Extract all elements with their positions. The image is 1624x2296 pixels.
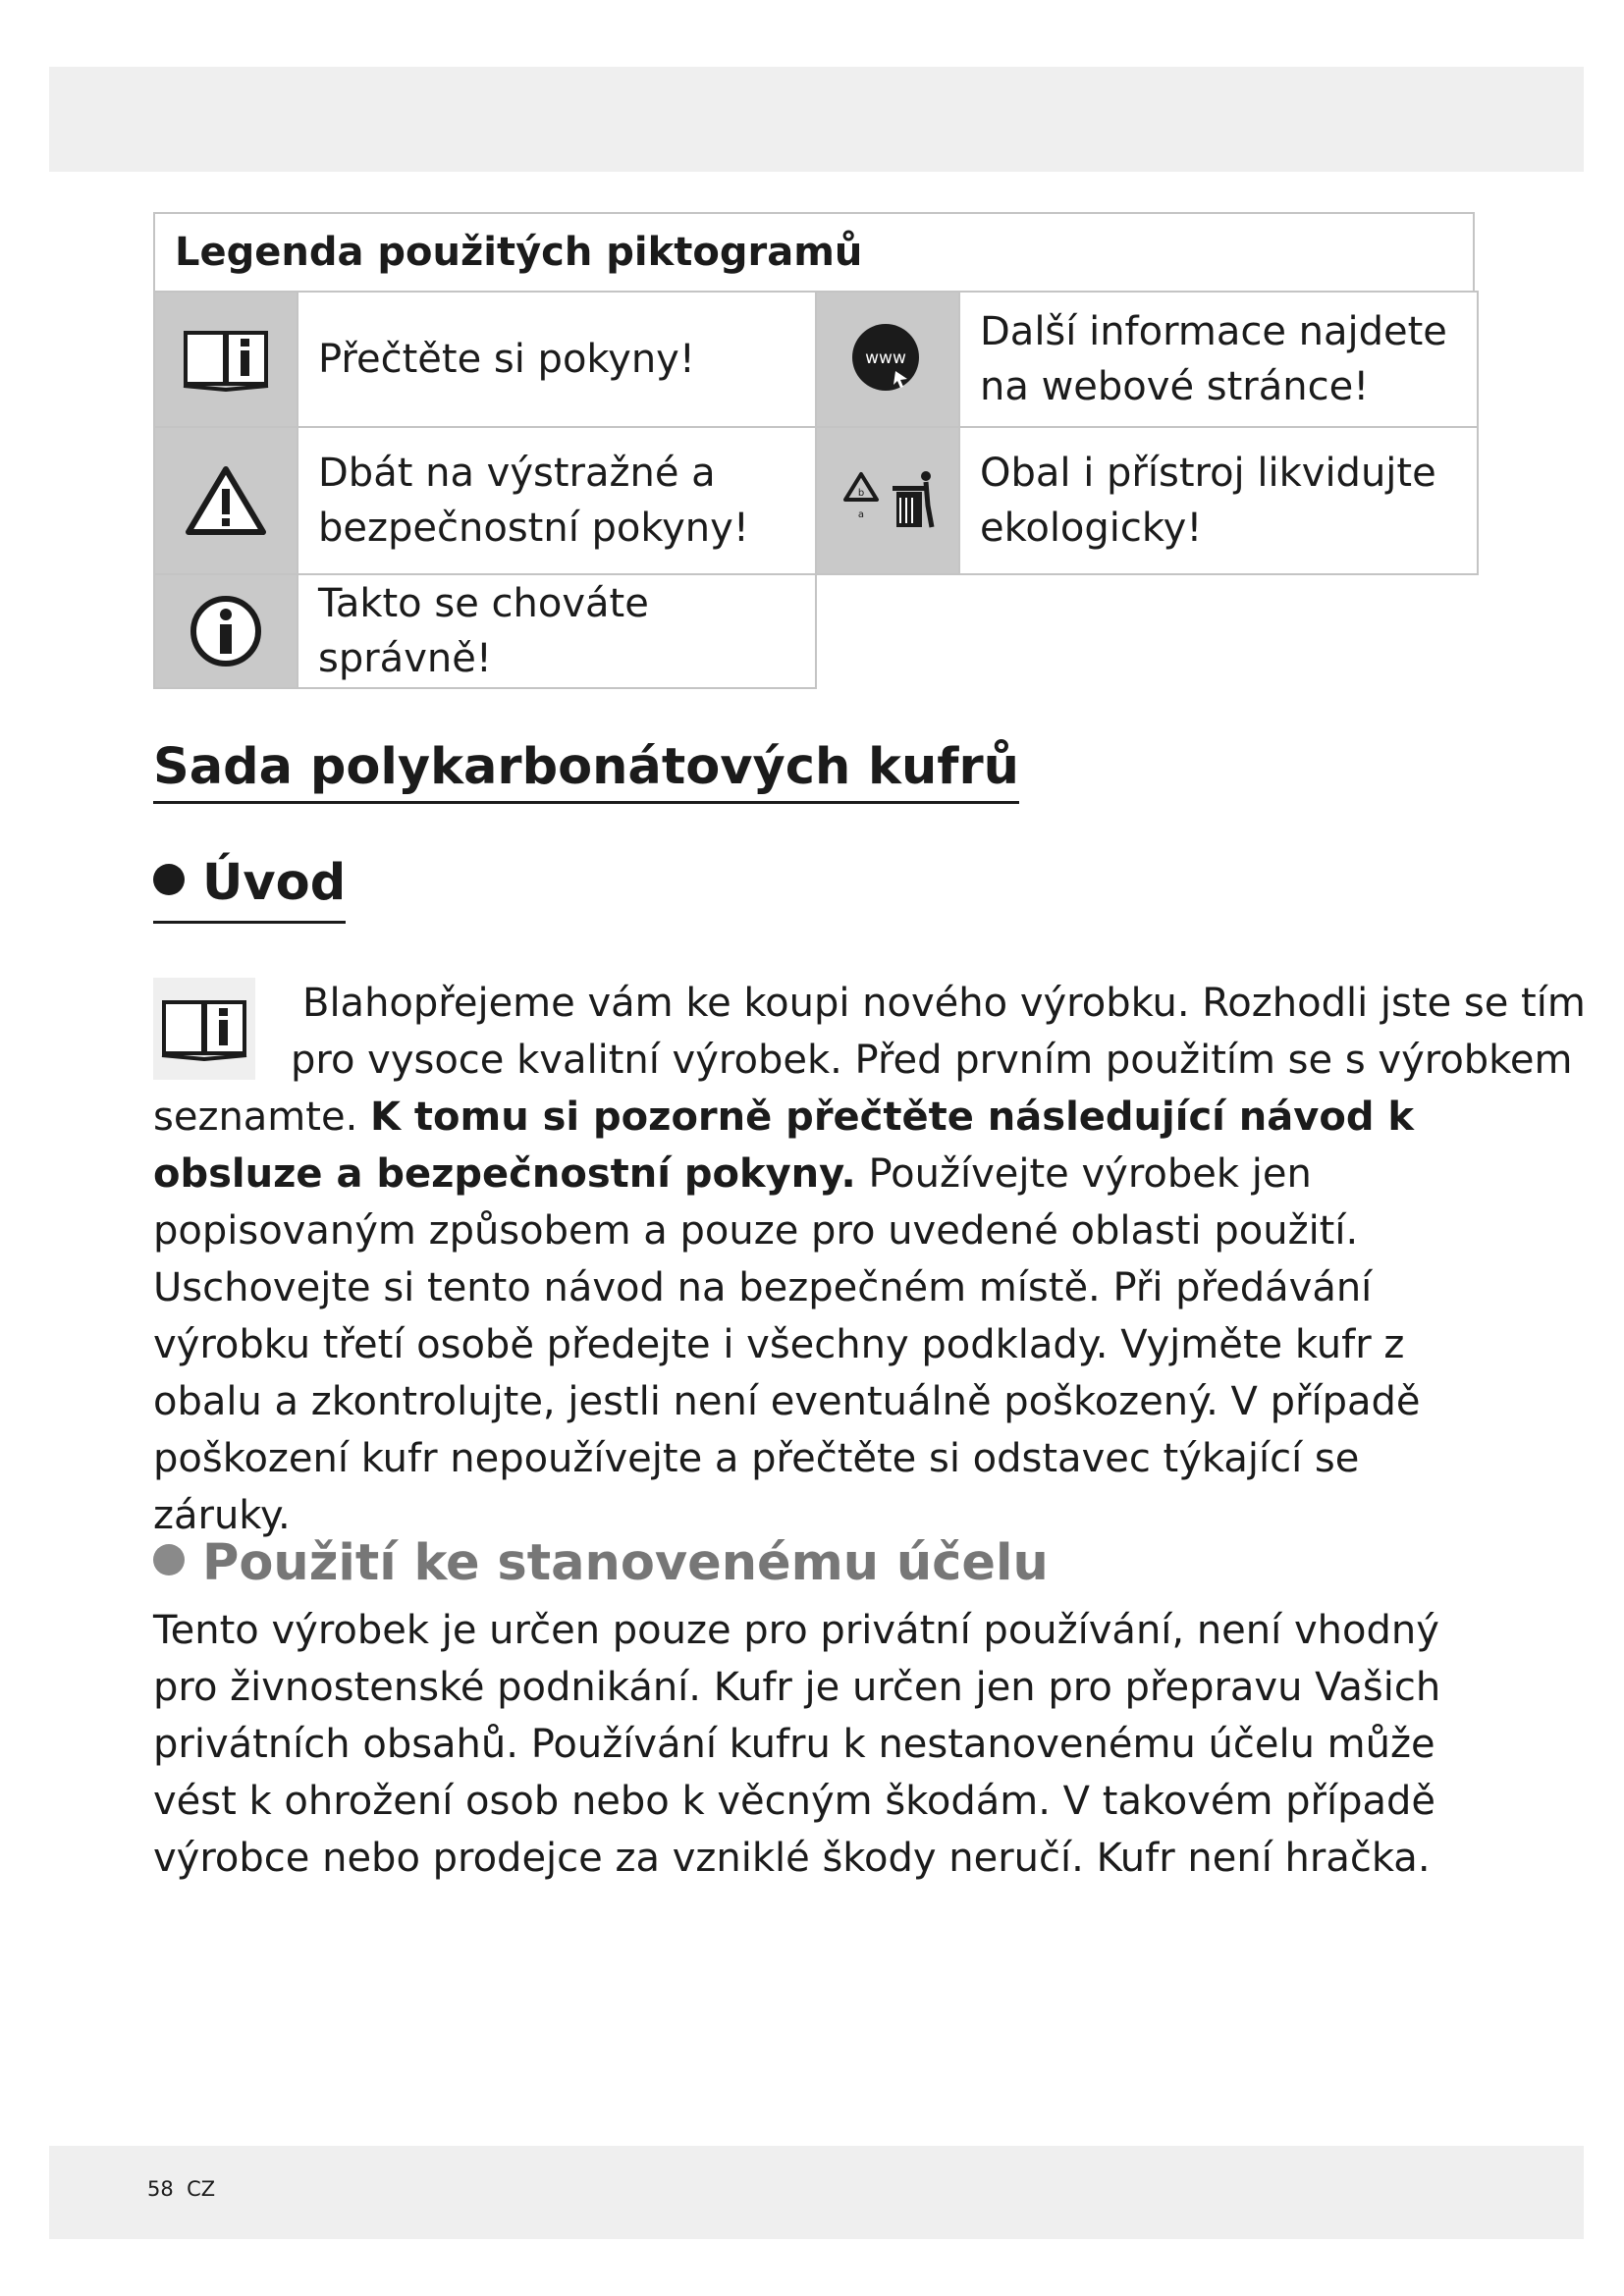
read-instructions-icon [153,291,298,428]
legend-text-warning: Dbát na výstražné a bezpečnostní pokyny! [297,426,817,575]
legend-text-www: Další informace najdete na webové stránce! [958,291,1479,428]
intro-heading [153,854,346,924]
recycling-disposal-icon [815,426,960,575]
language-code: CZ [187,2177,216,2201]
footer-band [49,2146,1584,2239]
page-number: 58 [147,2177,174,2201]
page-footer [147,2177,215,2201]
intro-heading-text: Úvod [202,854,347,912]
bullet-icon [153,864,185,895]
legend-text-read-instructions: Přečtěte si pokyny! [297,291,817,428]
www-label: www [865,348,906,368]
header-band [49,67,1584,172]
intended-use-heading-text: Použití ke stanovenému účelu [202,1534,1049,1592]
read-instructions-icon [153,978,255,1080]
intro-line-1: Blahopřejeme vám ke koupi nového výrobku. Rozhodli jste se tím [302,981,1586,1026]
intended-use-heading [153,1534,1049,1593]
warning-icon [153,426,298,575]
intended-use-paragraph: Tento výrobek je určen pouze pro privátní používání, není vhodný pro živnostenské podnikání. Kufr je určen jen pro přepravu Vašich privátních obsahů. Používání kufru k nestanovenému účelu může vést k ohrožení osob nebo k věcným škodám. V takovém případě výrobce nebo prodejce za vzniklé škody neručí. Kufr není hračka. [153,1608,1441,1881]
intro-text-before-bold: seznamte. [153,1095,370,1140]
recycle-letter-a: a [857,509,865,520]
recycle-letter-b: b [857,488,865,499]
bullet-icon [153,1544,185,1575]
www-icon [815,291,960,428]
intro-bold-instruction: K tomu si pozorně přečtěte následující návod k obsluze a bezpečnostní pokyny. [153,1095,1414,1197]
legend-text-correct-behavior: Takto se chováte správně! [297,573,817,689]
intro-text-after-bold: Používejte výrobek jen popisovaným způsobem a pouze pro uvedené oblasti použití. Uschovejte si tento návod na bezpečném místě. Při předávání výrobku třetí osobě předejte i všechny podklady. Vyjměte kufr z obalu a zkontrolujte, jestli není eventuálně poškozený. V případě poškození kufr nepoužívejte a přečtěte si odstavec týkající se záruky. [153,1151,1421,1538]
intro-line-2: pro vysoce kvalitní výrobek. Před prvním použitím se s výrobkem [291,1038,1573,1083]
legend-title: Legenda použitých piktogramů [153,212,1475,293]
intro-paragraph [153,1089,1489,1544]
document-title: Sada polykarbonátových kufrů [153,738,1019,804]
legend-text-disposal: Obal i přístroj likvidujte ekologicky! [958,426,1479,575]
pictogram-legend-table [153,212,1475,293]
info-circle-icon [153,573,298,689]
